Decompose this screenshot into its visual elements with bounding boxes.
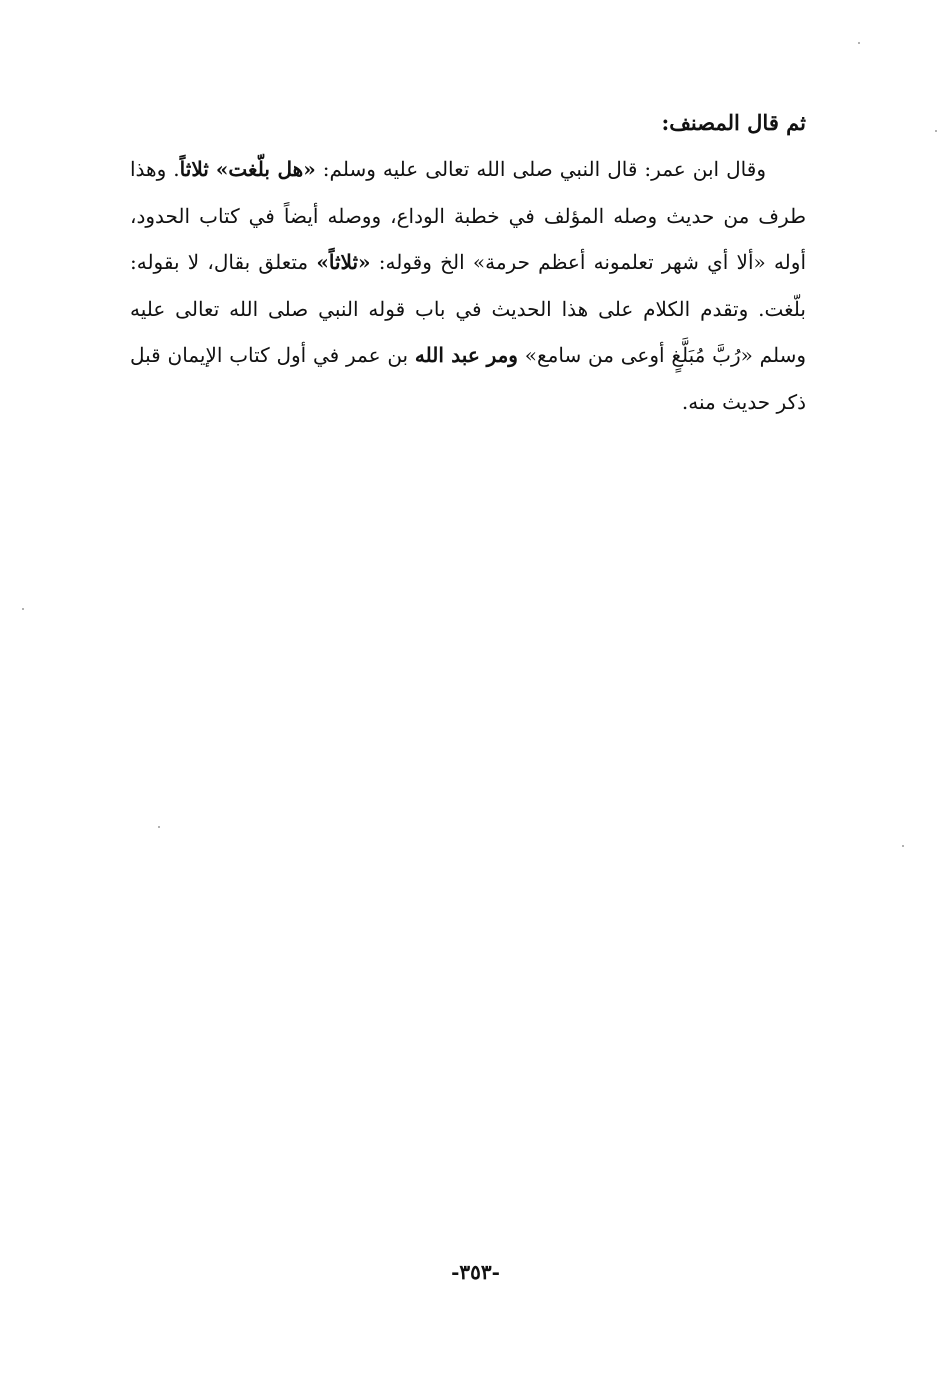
- para-text-3: متعلق بقال، لا بقوله: بلّغت. وتقدم الكلام على هذا الحديث في باب قوله النبي صلى الله تعالى عليه وسلم «رُبَّ مُبَلَّغٍ أوعى من سامع»: [130, 250, 806, 367]
- scan-speck: [858, 42, 860, 44]
- quote-thalathan: «ثلاثاً»: [316, 250, 371, 274]
- para-space-2: [480, 343, 487, 367]
- word-wa-marr: ومر: [486, 343, 518, 367]
- para-text-4: بن عمر في أول كتاب الإيمان قبل ذكر حديث منه.: [130, 343, 806, 414]
- para-text-2: . وهذا طرف من حديث وصله المؤلف في خطبة الوداع، ووصله أيضاً في كتاب الحدود، أوله «ألا أي شهر تعلمونه أعظم حرمة» الخ وقوله:: [130, 157, 806, 274]
- section-heading: ثم قال المصنف:: [661, 110, 806, 135]
- quote-hal-ballaght: «هل بلّغت»: [215, 157, 316, 181]
- para-text-1: وقال ابن عمر: قال النبي صلى الله تعالى عليه وسلم:: [315, 157, 766, 181]
- para-space-1: [209, 157, 216, 181]
- page-number: -٣٥٣-: [451, 1260, 500, 1284]
- word-thalathan: ثلاثاً: [179, 157, 209, 181]
- scan-speck: [158, 826, 160, 828]
- text-block: [130, 100, 806, 425]
- scan-speck: [935, 130, 937, 132]
- body-paragraph: [130, 146, 806, 425]
- name-abdullah: عبد الله: [414, 343, 480, 367]
- scan-speck: [902, 845, 904, 847]
- scan-speck: [22, 608, 24, 610]
